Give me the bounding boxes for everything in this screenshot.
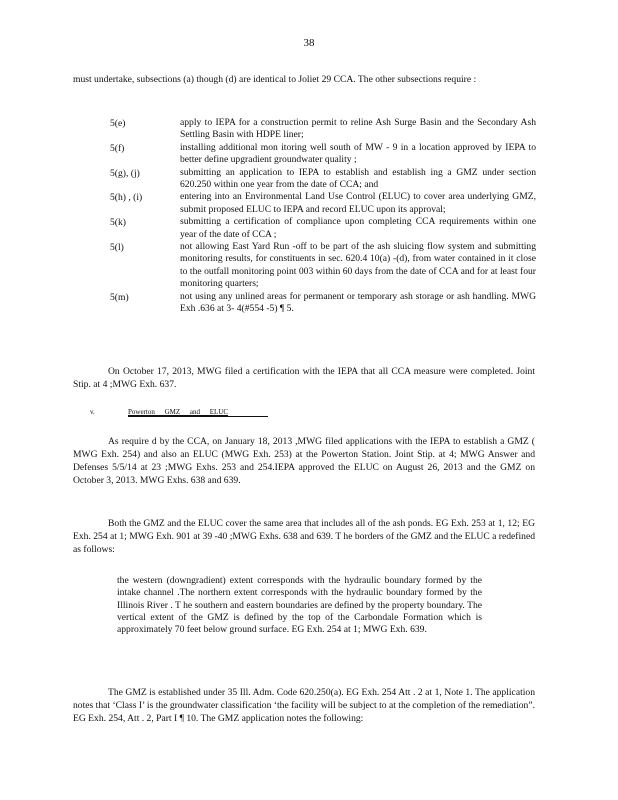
page-number: 38 — [303, 37, 315, 49]
list-item — [110, 142, 536, 167]
list-item — [110, 241, 536, 291]
october-paragraph: On October 17, 2013, MWG filed a certification with the IEPA that all CCA measure were completed. Joint Stip. at 4 ;MWG Exh. 637. — [73, 366, 535, 390]
gmz-paragraph: The GMZ is established under 35 Ill. Adm. Code 620.250(a). EG Exh. 254 Att . 2 at 1, Note 1. The application notes that ‘Class I’ is the groundwater classification ‘the facility will be subject to at the completion of the remediation”. EG Exh. 254, Att . 2, Part I ¶ 10. The GMZ application notes the following: — [73, 687, 535, 724]
subsection-list — [110, 117, 536, 316]
item-number: 5(h) , (i) — [110, 192, 143, 204]
section-heading — [90, 408, 268, 417]
item-number: 5(e) — [110, 118, 126, 129]
borders-paragraph: Both the GMZ and the ELUC cover the same area that includes all of the ash ponds. EG Exh. 253 at 1, 12; EG Exh. 254 at 1; MWG Exh. 901 at 39 -40 ;MWG Exhs. 638 and 639. T he borders of the GMZ and the ELUC a redefined as follows: — [73, 518, 535, 555]
list-item — [110, 117, 536, 142]
item-text: not allowing East Yard Run -off to be part of the ash sluicing flow system and submitting monitoring results, for constituents in sec. 620.4 10(a) -(d), from water contained in it close to the outfall monitoring point 003 within 60 days from the date of CCA and for at least four monitoring quarters; — [180, 241, 536, 290]
item-text: not using any unlined areas for permanent or temporary ash storage or ash handling. MWG Exh .636 at 3- 4(#554 -5) ¶ 5. — [180, 290, 536, 315]
item-number: 5(m) — [110, 291, 129, 303]
list-item — [110, 167, 536, 192]
section-title: Powerton GMZ and ELUC — [128, 408, 268, 417]
section-number: v. — [90, 408, 95, 416]
list-item — [110, 191, 536, 216]
item-text: apply to IEPA for a construction permit to reline Ash Surge Basin and the Secondary Ash Settling Basin with HDPE liner; — [180, 117, 536, 141]
item-text: entering into an Environmental Land Use Control (ELUC) to cover area underlying GMZ, submit proposed ELUC to IEPA and record ELUC upon its approval; — [180, 191, 536, 215]
item-number: 5(f) — [110, 142, 125, 154]
item-text: installing additional mon itoring well south of MW - 9 in a location approved by IEPA to better define upgradient groundwater quality ; — [180, 141, 536, 166]
item-number: 5(g), (j) — [110, 167, 140, 179]
item-number: 5(l) — [110, 242, 124, 254]
block-quote: the western (downgradient) extent corresponds with the hydraulic boundary formed by the intake channel .The northern extent corresponds with the hydraulic boundary formed by the Illinois River . T he southern and eastern boundaries are defined by the property boundary. The vertical extent of the GMZ is defined by the top of the Carbondale Formation which is approximately 70 feet below ground surface. EG Exh. 254 at 1; MWG Exh. 639. — [117, 575, 482, 636]
item-text: submitting a certification of compliance upon completing CCA requirements within one year of the date of CCA ; — [180, 216, 536, 240]
list-item — [110, 216, 536, 241]
item-number: 5(k) — [110, 217, 126, 229]
item-text: submitting an application to IEPA to establish and establish ing a GMZ under section 620.250 within one year from the date of CCA; and — [180, 166, 536, 191]
require-paragraph: As require d by the CCA, on January 18, 2013 ,MWG filed applications with the IEPA to establish a GMZ ( MWG Exh. 254) and also an ELUC (MWG Exh. 253) at the Powerton Station. Joint Stip. at 4; MWG Answer and Defenses 5/5/14 at 23 ;MWG Exhs. 253 and 254.IEPA approved the ELUC on August 26, 2013 and the GMZ on October 3, 2013. MWG Exhs. 638 and 639. — [73, 436, 535, 486]
intro-paragraph: must undertake, subsections (a) though (d) are identical to Joliet 29 CCA. The other subsections require : — [73, 74, 477, 85]
list-item — [110, 291, 536, 316]
